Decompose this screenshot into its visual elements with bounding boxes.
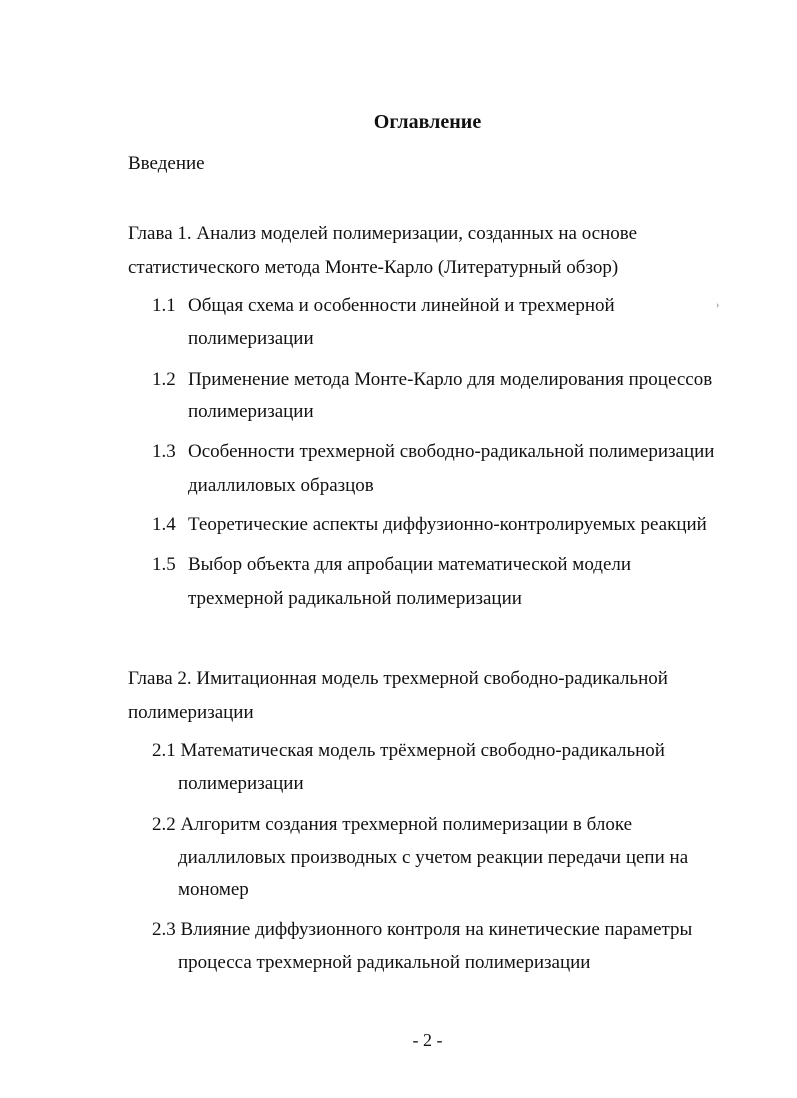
- section-2-2-line2: диаллиловых производных с учетом реакции передачи цепи на: [178, 847, 689, 868]
- chapter1-heading-line1: Глава 1. Анализ моделей полимеризации, созданных на основе: [128, 223, 638, 244]
- section-title-line1: Алгоритм создания трехмерной полимеризации в блоке: [180, 814, 633, 835]
- chapter2-heading-line1: Глава 2. Имитационная модель трехмерной свободно-радикальной: [128, 668, 668, 689]
- margin-mark: ›: [716, 300, 720, 311]
- toc-section-1-1: [152, 294, 615, 318]
- section-title-line1: Влияние диффузионного контроля на кинетические параметры: [180, 919, 693, 940]
- section-number: 1.3: [152, 441, 176, 462]
- toc-section-1-3: [152, 440, 714, 464]
- section-number: 1.5: [152, 554, 176, 575]
- section-number: 2.3: [152, 919, 176, 940]
- page-number: - 2 -: [412, 1030, 443, 1050]
- section-2-3-line2: процесса трехмерной радикальной полимеризации: [178, 952, 591, 973]
- section-title-line1: Общая схема и особенности линейной и трехмерной: [188, 295, 615, 316]
- section-1-2-line2: полимеризации: [188, 401, 314, 422]
- toc-section-2-1: [152, 739, 665, 763]
- section-number: 1.1: [152, 295, 176, 316]
- chapter2-heading-line2: полимеризации: [128, 702, 254, 723]
- section-1-5-line2: трехмерной радикальной полимеризации: [188, 588, 522, 609]
- section-1-3-line2: диаллиловых образцов: [188, 475, 374, 496]
- section-number: 1.4: [152, 514, 176, 535]
- section-title-line1: Теоретические аспекты диффузионно-контролируемых реакций: [188, 514, 707, 535]
- section-2-2-line3: мономер: [178, 879, 249, 900]
- section-title-line1: Применение метода Монте-Карло для моделирования процессов: [188, 369, 713, 390]
- section-title-line1: Особенности трехмерной свободно-радикальной полимеризации: [188, 441, 715, 462]
- section-1-1-line2: полимеризации: [188, 328, 314, 349]
- toc-section-1-4: [152, 513, 707, 537]
- toc-introduction: Введение: [128, 153, 205, 174]
- section-2-1-line2: полимеризации: [178, 773, 304, 794]
- section-title-line1: Выбор объекта для апробации математической модели: [188, 554, 632, 575]
- toc-section-1-5: [152, 553, 631, 577]
- toc-section-2-3: [152, 918, 692, 942]
- section-number: 2.2: [152, 814, 176, 835]
- page-title: Оглавление: [373, 111, 482, 133]
- section-number: 1.2: [152, 369, 176, 390]
- chapter1-heading-line2: статистического метода Монте-Карло (Литературный обзор): [128, 257, 619, 278]
- toc-section-2-2: [152, 813, 632, 837]
- section-title-line1: Математическая модель трёхмерной свободно-радикальной: [180, 740, 665, 761]
- section-number: 2.1: [152, 740, 176, 761]
- toc-section-1-2: [152, 368, 712, 392]
